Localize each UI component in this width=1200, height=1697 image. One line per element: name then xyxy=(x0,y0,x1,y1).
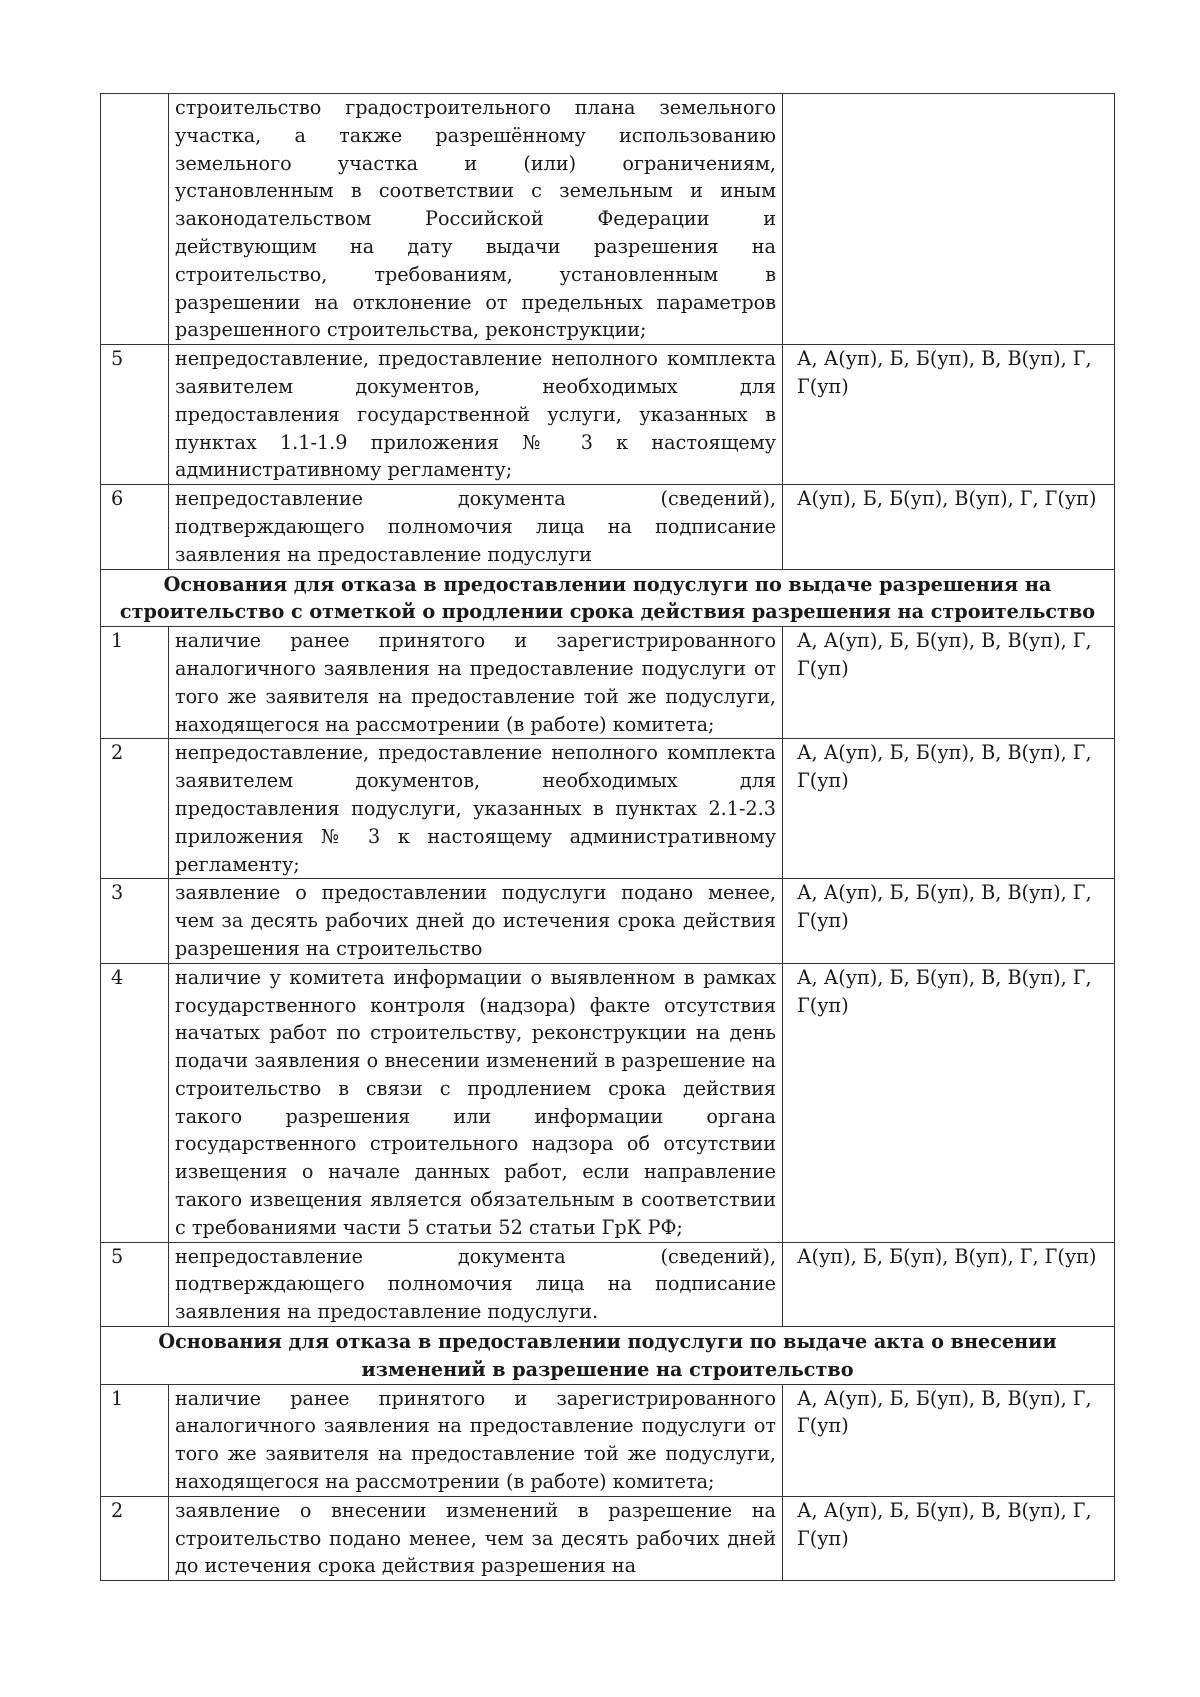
applicant-codes xyxy=(783,94,1115,345)
table-row xyxy=(101,345,1115,485)
applicant-codes: А(уп), Б, Б(уп), В(уп), Г, Г(уп) xyxy=(783,1242,1115,1326)
table-row xyxy=(101,1384,1115,1496)
ground-text: непредоставление документа (сведений), подтверждающего полномочия лица на подписание заявления на предоставление подуслуги. xyxy=(169,1242,783,1326)
ground-text: заявление о внесении изменений в разрешение на строительство подано менее, чем за десять рабочих дней до истечения срока действия разрешения на xyxy=(169,1496,783,1580)
ground-text: непредоставление документа (сведений), подтверждающего полномочия лица на подписание заявления на предоставление подуслуги xyxy=(169,485,783,569)
ground-text: наличие у комитета информации о выявленном в рамках государственного контроля (надзора) факте отсутствия начатых работ по строительству, реконструкции на день подачи заявления о внесении изменений в разрешение на строительство в связи с продлением срока действия такого разрешения или информации органа государственного строительного надзора об отсутствии извещения о начале данных работ, если направление такого извещения является обязательным в соответствии с требованиями части 5 статьи 52 статьи ГрК РФ; xyxy=(169,963,783,1242)
refusal-grounds-table xyxy=(100,93,1115,1581)
row-number: 4 xyxy=(101,963,169,1242)
applicant-codes: А, А(уп), Б, Б(уп), В, В(уп), Г, Г(уп) xyxy=(783,1384,1115,1496)
row-number: 1 xyxy=(101,627,169,739)
row-number: 5 xyxy=(101,1242,169,1326)
table-row xyxy=(101,1496,1115,1580)
document-page xyxy=(100,93,1114,1581)
row-number: 5 xyxy=(101,345,169,485)
table-row xyxy=(101,94,1115,345)
applicant-codes: А(уп), Б, Б(уп), В(уп), Г, Г(уп) xyxy=(783,485,1115,569)
applicant-codes: А, А(уп), Б, Б(уп), В, В(уп), Г, Г(уп) xyxy=(783,879,1115,963)
row-number xyxy=(101,94,169,345)
row-number: 1 xyxy=(101,1384,169,1496)
applicant-codes: А, А(уп), Б, Б(уп), В, В(уп), Г, Г(уп) xyxy=(783,345,1115,485)
table-row xyxy=(101,1242,1115,1326)
ground-text: непредоставление, предоставление неполного комплекта заявителем документов, необходимых для предоставления подуслуги, указанных в пунктах 2.1-2.3 приложения № 3 к настоящему административному регламенту; xyxy=(169,739,783,879)
table-row xyxy=(101,739,1115,879)
row-number: 3 xyxy=(101,879,169,963)
ground-text: строительство градостроительного плана земельного участка, а также разрешённому использованию земельного участка и (или) ограничениям, установленным в соответствии с земельным и иным законодательством Российской Федерации и действующим на дату выдачи разрешения на строительство, требованиям, установленным в разрешении на отклонение от предельных параметров разрешенного строительства, реконструкции; xyxy=(169,94,783,345)
ground-text: заявление о предоставлении подуслуги подано менее, чем за десять рабочих дней до истечения срока действия разрешения на строительство xyxy=(169,879,783,963)
row-number: 6 xyxy=(101,485,169,569)
table-row xyxy=(101,879,1115,963)
section-heading-row xyxy=(101,1327,1115,1385)
row-number: 2 xyxy=(101,739,169,879)
table-row xyxy=(101,485,1115,569)
applicant-codes: А, А(уп), Б, Б(уп), В, В(уп), Г, Г(уп) xyxy=(783,739,1115,879)
section-heading-row xyxy=(101,569,1115,627)
ground-text: наличие ранее принятого и зарегистрированного аналогичного заявления на предоставление подуслуги от того же заявителя на предоставление той же подуслуги, находящегося на рассмотрении (в работе) комитета; xyxy=(169,627,783,739)
row-number: 2 xyxy=(101,1496,169,1580)
applicant-codes: А, А(уп), Б, Б(уп), В, В(уп), Г, Г(уп) xyxy=(783,627,1115,739)
ground-text: наличие ранее принятого и зарегистрированного аналогичного заявления на предоставление подуслуги от того же заявителя на предоставление той же подуслуги, находящегося на рассмотрении (в работе) комитета; xyxy=(169,1384,783,1496)
ground-text: непредоставление, предоставление неполного комплекта заявителем документов, необходимых для предоставления государственной услуги, указанных в пунктах 1.1-1.9 приложения № 3 к настоящему административному регламенту; xyxy=(169,345,783,485)
section-heading-amendment: Основания для отказа в предоставлении подуслуги по выдаче акта о внесении изменений в разрешение на строительство xyxy=(101,1327,1115,1385)
applicant-codes: А, А(уп), Б, Б(уп), В, В(уп), Г, Г(уп) xyxy=(783,1496,1115,1580)
section-heading-extension: Основания для отказа в предоставлении подуслуги по выдаче разрешения на строительство с отметкой о продлении срока действия разрешения на строительство xyxy=(101,569,1115,627)
table-row xyxy=(101,627,1115,739)
applicant-codes: А, А(уп), Б, Б(уп), В, В(уп), Г, Г(уп) xyxy=(783,963,1115,1242)
table-row xyxy=(101,963,1115,1242)
